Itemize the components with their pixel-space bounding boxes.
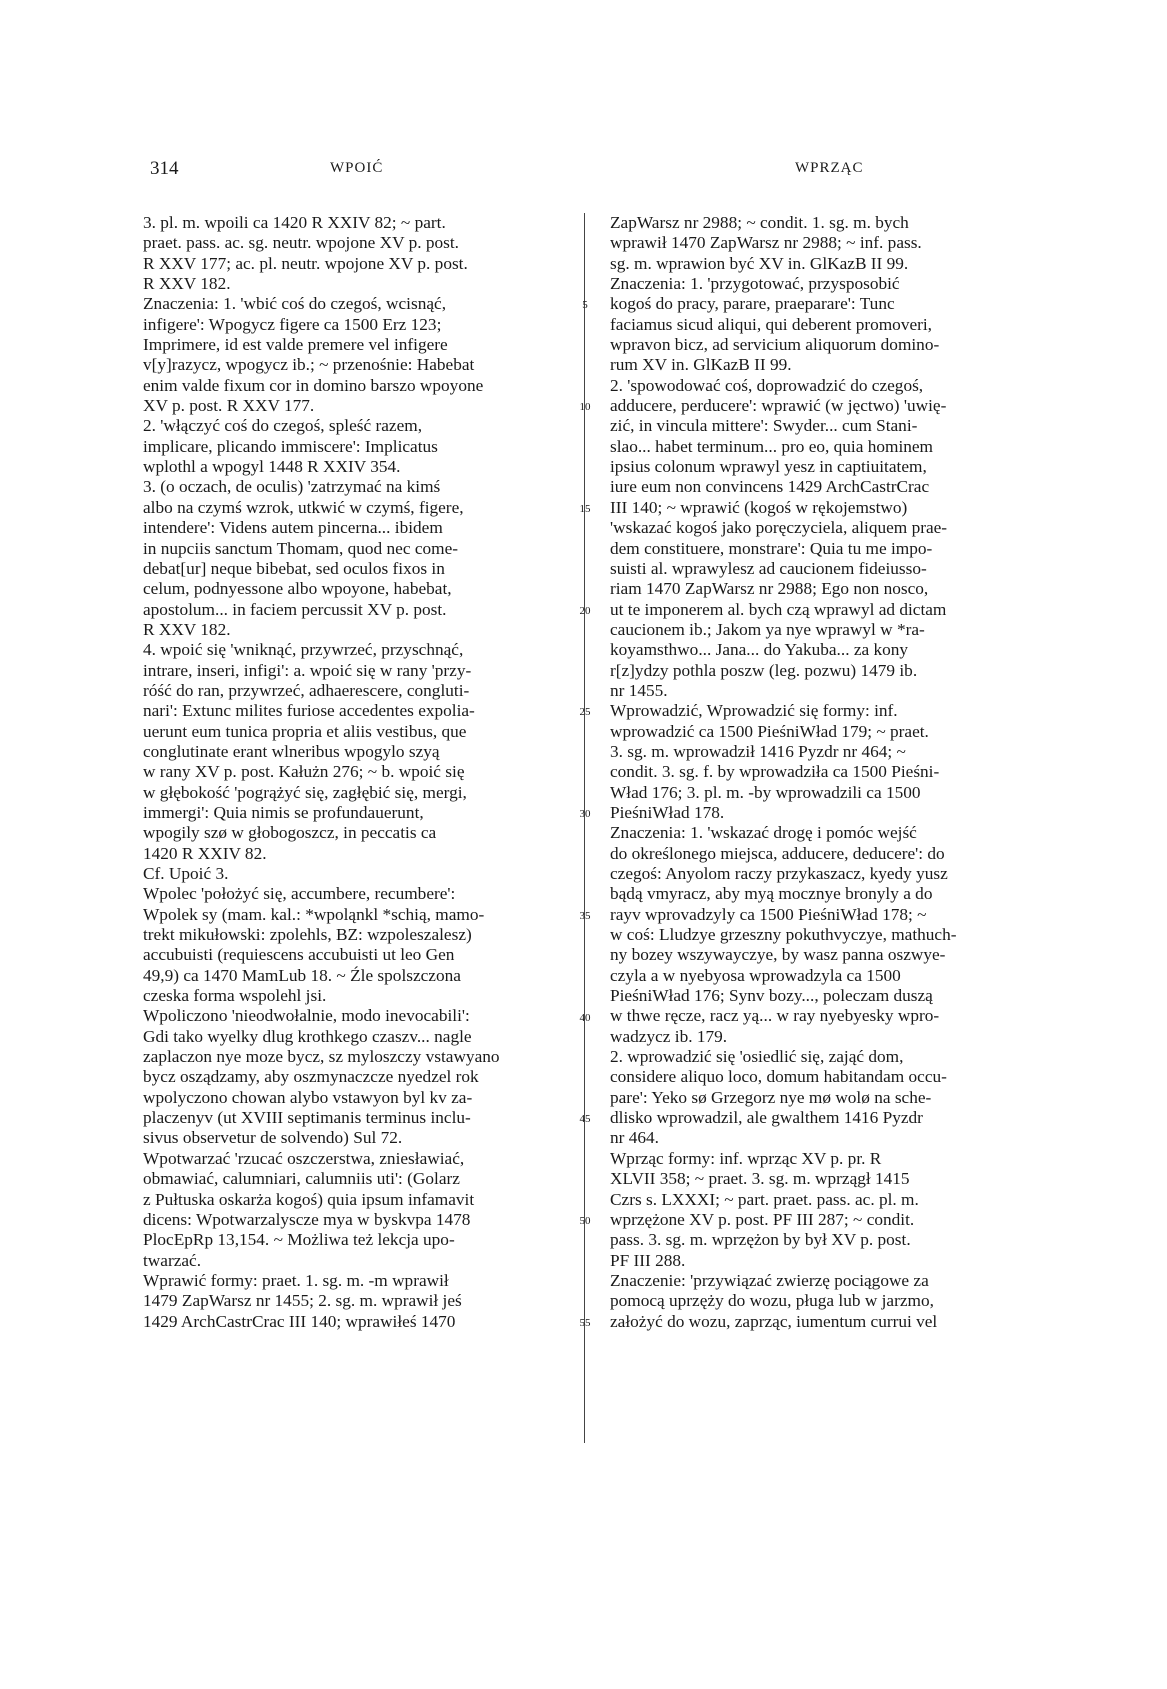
text-line: bycz osządzamy, aby oszmynaczcze nyedzel rok xyxy=(143,1067,479,1087)
text-line: koyamsthwo... Jana... do Yakuba... za kony xyxy=(610,640,909,660)
text-line: w rany XV p. post. Kałużn 276; ~ b. wpoić się xyxy=(143,762,465,782)
text-line: adducere, perducere': wprawić (w jęctwo) 'uwię- xyxy=(610,396,947,416)
text-line: placzenyv (ut XVIII septimanis terminus inclu- xyxy=(143,1108,471,1128)
text-line: Wpotwarzać 'rzucać oszczerstwa, zniesławiać, xyxy=(143,1148,465,1168)
text-line: Wpoliczono 'nieodwołalnie, modo inevocabili': xyxy=(143,1006,470,1026)
text-line: róść do ran, przywrzeć, adhaerescere, congluti- xyxy=(143,680,470,700)
text-line: immergi': Quia nimis se profundauerunt, xyxy=(143,802,424,822)
text-line: caucionem ib.; Jakom ya nye wprawyl w *ra- xyxy=(610,619,925,639)
text-line: pass. 3. sg. m. wprzężon by był XV p. post. xyxy=(610,1230,911,1250)
text-line: rayv wprovadzyly ca 1500 PieśniWład 178; ~ xyxy=(610,904,927,924)
text-line: Znaczenia: 1. 'wbić coś do czegoś, wcisnąć, xyxy=(143,294,447,314)
text-line: faciamus sicud aliqui, qui deberent promoveri, xyxy=(610,314,933,334)
text-line: Znaczenia: 1. 'wskazać drogę i pomóc wejść xyxy=(610,823,917,843)
text-line: założyć do wozu, zaprząc, iumentum currui vel xyxy=(610,1311,938,1331)
text-line: 3. sg. m. wprowadził 1416 Pyzdr nr 464; ~ xyxy=(610,741,906,761)
page-header xyxy=(150,158,1037,182)
text-line: 'wskazać kogoś jako poręczyciela, aliquem prae- xyxy=(610,518,948,538)
line-number: 10 xyxy=(579,401,591,414)
text-line: PF III 288. xyxy=(610,1250,686,1270)
text-line: apostolum... in faciem percussit XV p. post. xyxy=(143,599,447,619)
text-line: suisti al. wprawylesz ad caucionem fideiusso- xyxy=(610,558,927,578)
text-line: ZapWarsz nr 2988; ~ condit. 1. sg. m. bych xyxy=(610,213,909,232)
text-line: enim valde fixum cor in domino barszo wpoyone xyxy=(143,375,484,395)
text-line: R XXV 177; ac. pl. neutr. wpojone XV p. post. xyxy=(143,253,468,273)
text-line: do określonego miejsca, adducere, deducere': do xyxy=(610,843,945,863)
line-number: 20 xyxy=(579,604,591,617)
line-number: 45 xyxy=(579,1113,591,1126)
text-line: PieśniWład 176; Synv bozy..., poleczam duszą xyxy=(610,986,933,1006)
text-line: intendere': Videns autem pincerna... ibidem xyxy=(143,518,443,538)
text-line: 49,9) ca 1470 MamLub 18. ~ Źle spolszczona xyxy=(143,965,461,985)
text-line: trekt mikułowski: zpolehls, BZ: wzpoleszalesz) xyxy=(143,925,472,945)
text-line: considere aliquo loco, domum habitandam occu- xyxy=(610,1067,947,1087)
text-line: Imprimere, id est valde premere vel infigere xyxy=(143,335,448,355)
text-line: w coś: Lludzye grzeszny pokuthvyczye, mathuch- xyxy=(610,925,957,945)
text-line: sivus observetur de solvendo) Sul 72. xyxy=(143,1128,403,1148)
text-line: wprawił 1470 ZapWarsz nr 2988; ~ inf. pass. xyxy=(610,233,922,253)
text-line: accubuisti (requiescens accubuisti ut leo Gen xyxy=(143,945,455,965)
text-line: XV p. post. R XXV 177. xyxy=(143,396,315,416)
text-line: Wprawić formy: praet. 1. sg. m. -m wprawił xyxy=(143,1270,449,1290)
text-line: Znaczenia: 1. 'przygotować, przysposobić xyxy=(610,274,900,294)
text-line: nr 1455. xyxy=(610,680,668,700)
text-line: pomocą uprzęży do wozu, pługa lub w jarzmo, xyxy=(610,1291,934,1311)
text-line: in nupciis sanctum Thomam, quod nec come- xyxy=(143,538,458,558)
text-line: iure eum non convincens 1429 ArchCastrCrac xyxy=(610,477,930,497)
text-line: conglutinate erant wlneribus wpogylo szyą xyxy=(143,741,440,761)
line-number: 15 xyxy=(579,502,591,515)
text-line: sg. m. wprawion być XV in. GlKazB II 99. xyxy=(610,253,909,273)
text-line: wadzycz ib. 179. xyxy=(610,1026,728,1046)
column-divider xyxy=(584,213,585,1443)
left-column xyxy=(143,213,575,1332)
text-line: III 140; ~ wprawić (kogoś w rękojemstwo) xyxy=(610,497,908,517)
text-line: Czrs s. LXXXI; ~ part. praet. pass. ac. pl. m. xyxy=(610,1189,919,1209)
text-line: celum, podnyessone albo wpoyone, habebat, xyxy=(143,579,452,599)
text-line: pare': Yeko sø Grzegorz nye mø wolø na sche- xyxy=(610,1087,932,1107)
text-line: R XXV 182. xyxy=(143,619,231,639)
text-line: zić, in vincula mittere': Swyder... cum Stani- xyxy=(610,416,918,436)
line-number: 50 xyxy=(579,1215,591,1228)
text-line: Znaczenie: 'przywiązać zwierzę pociągowe za xyxy=(610,1270,929,1290)
line-number: 25 xyxy=(579,706,591,719)
text-line: z Pułtuska oskarża kogoś) quia ipsum infamavit xyxy=(143,1189,475,1209)
text-line: w głębokość 'pogrążyć się, zagłębić się, mergi, xyxy=(143,782,467,802)
text-line: ipsius colonum wprawyl yesz in captiuitatem, xyxy=(610,457,927,477)
line-number: 5 xyxy=(582,299,588,312)
page-number: 314 xyxy=(150,158,179,179)
line-number: 35 xyxy=(579,909,591,922)
text-line: 2. 'spowodować coś, doprowadzić do czegoś, xyxy=(610,375,924,395)
text-line: 2. 'włączyć coś do czegoś, spleść razem, xyxy=(143,416,423,436)
text-line: 1479 ZapWarsz nr 1455; 2. sg. m. wprawił jeś xyxy=(143,1291,462,1311)
text-line: XLVII 358; ~ praet. 3. sg. m. wprzągł 1415 xyxy=(610,1169,910,1189)
text-line: zaplaczon nye moze bycz, sz myloszczy vstawyano xyxy=(143,1047,500,1067)
text-line: r[z]ydzy pothla poszw (leg. pozwu) 1479 ib. xyxy=(610,660,918,680)
text-line: 2. wprowadzić się 'osiedlić się, zająć dom, xyxy=(610,1047,904,1067)
text-line: 1420 R XXIV 82. xyxy=(143,843,267,863)
text-line: praet. pass. ac. sg. neutr. wpojone XV p. post. xyxy=(143,233,459,253)
right-column xyxy=(610,213,1042,1332)
text-line: implicare, plicando immiscere': Implicatus xyxy=(143,436,438,456)
text-line: Wprowadzić, Wprowadzić się formy: inf. xyxy=(610,701,898,721)
text-line: wplothl a wpogyl 1448 R XXIV 354. xyxy=(143,457,401,477)
text-line: wpolyczono chowan alybo vstawyon byl kv za- xyxy=(143,1087,473,1107)
text-line: ny bozey wszywayczye, by wasz panna oszwye- xyxy=(610,945,946,965)
text-line: czyla a w nyebyosa wprowadzyla ca 1500 xyxy=(610,965,901,985)
text-line: nr 464. xyxy=(610,1128,659,1148)
text-line: kogoś do pracy, parare, praeparare': Tunc xyxy=(610,294,895,314)
text-line: R XXV 182. xyxy=(143,274,231,294)
text-line: twarzać. xyxy=(143,1250,202,1270)
text-line: Cf. Upoić 3. xyxy=(143,864,229,883)
line-number: 55 xyxy=(579,1316,591,1329)
text-line: 3. pl. m. wpoili ca 1420 R XXIV 82; ~ part. xyxy=(143,213,446,232)
text-line: albo na czymś wzrok, utkwić w czymś, figere, xyxy=(143,497,464,517)
text-line: PieśniWład 178. xyxy=(610,802,725,822)
text-line: bądą vmyracz, aby myą mocznye bronyly a do xyxy=(610,884,933,904)
text-line: Wład 176; 3. pl. m. -by wprowadzili ca 1500 xyxy=(610,782,921,802)
text-line: ut te imponerem al. bych czą wprawyl ad dictam xyxy=(610,599,947,619)
text-line: 1429 ArchCastrCrac III 140; wprawiłeś 1470 xyxy=(143,1311,456,1331)
text-line: dem constituere, monstrare': Quia tu me impo- xyxy=(610,538,933,558)
text-line: PlocEpRp 13,154. ~ Możliwa też lekcja upo- xyxy=(143,1230,455,1250)
text-line: Wprząc formy: inf. wprząc XV p. pr. R xyxy=(610,1148,882,1168)
running-head-left: WPOIĆ xyxy=(330,160,384,176)
text-line: wprowadzić ca 1500 PieśniWład 179; ~ praet. xyxy=(610,721,929,741)
text-line: riam 1470 ZapWarsz nr 2988; Ego non nosco, xyxy=(610,579,929,599)
text-line: condit. 3. sg. f. by wprowadziła ca 1500 Pieśni- xyxy=(610,762,940,782)
text-line: wprzężone XV p. post. PF III 287; ~ condit. xyxy=(610,1209,915,1229)
text-line: v[y]razycz, wpogycz ib.; ~ przenośnie: Habebat xyxy=(143,355,475,375)
text-line: Wpolek sy (mam. kal.: *wpoląnkl *schią, mamo- xyxy=(143,904,485,924)
text-line: rum XV in. GlKazB II 99. xyxy=(610,355,792,375)
text-line: 3. (o oczach, de oculis) 'zatrzymać na kimś xyxy=(143,477,441,497)
text-line: intrare, inseri, infigi': a. wpoić się w rany 'przy- xyxy=(143,660,472,680)
text-line: uerunt eum tunica propria et aliis vestibus, que xyxy=(143,721,467,741)
text-line: obmawiać, calumniari, calumniis uti': (Golarz xyxy=(143,1169,460,1189)
text-line: wpogily szø w głobogoszcz, in peccatis ca xyxy=(143,823,437,843)
text-line: wpravon bicz, ad servicium aliquorum domino- xyxy=(610,335,940,355)
text-line: Wpolec 'położyć się, accumbere, recumbere': xyxy=(143,884,456,904)
text-line: nari': Extunc milites furiose accedentes expolia- xyxy=(143,701,475,721)
text-line: Gdi tako wyelky dlug krothkego czaszv... nagle xyxy=(143,1026,472,1046)
text-line: dicens: Wpotwarzalyscze mya w byskvpa 1478 xyxy=(143,1209,471,1229)
text-line: czeska forma wspolehl jsi. xyxy=(143,986,327,1006)
text-line: debat[ur] neque bibebat, sed oculos fixos in xyxy=(143,558,445,578)
text-line: slao... habet terminum... pro eo, quia hominem xyxy=(610,436,933,456)
running-head-right: WPRZĄC xyxy=(795,160,864,176)
text-line: w thwe ręcze, racz yą... w ray nyebyesky wpro- xyxy=(610,1006,940,1026)
line-number: 30 xyxy=(579,808,591,821)
text-line: 4. wpoić się 'wniknąć, przywrzeć, przyschnąć, xyxy=(143,640,464,660)
text-line: dlisko wprowadzil, ale gwalthem 1416 Pyzdr xyxy=(610,1108,923,1128)
text-line: infigere': Wpogycz figere ca 1500 Erz 123; xyxy=(143,314,442,334)
line-number: 40 xyxy=(579,1011,591,1024)
text-line: czegoś: Anyolom raczy przykaszacz, kyedy yusz xyxy=(610,864,948,883)
